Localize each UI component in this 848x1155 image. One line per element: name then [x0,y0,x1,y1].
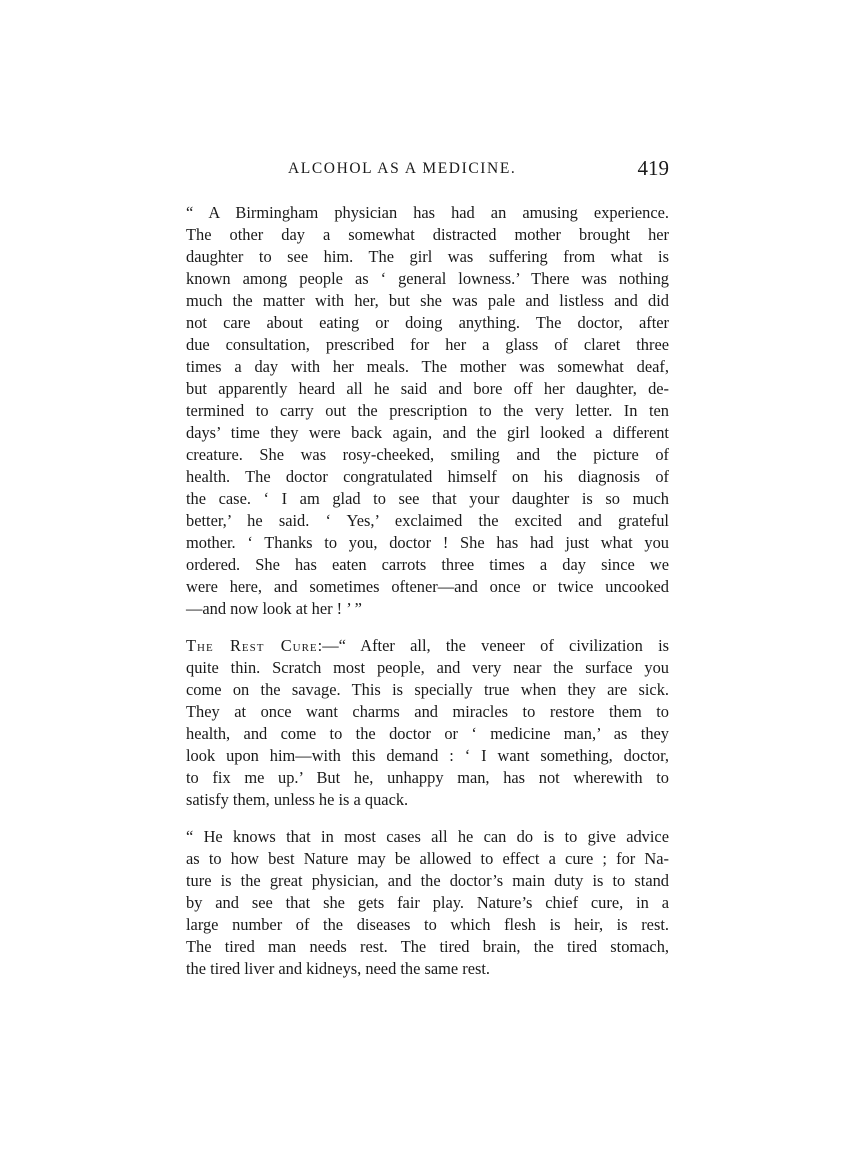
text-line: better,’ he said. ‘ Yes,’ exclaimed the excited and grateful [186,511,669,530]
text-line: satisfy them, unless he is a quack. [186,790,409,809]
text-line: large number of the diseases to which flesh is heir, is rest. [186,915,669,934]
text-line: but apparently heard all he said and bore off her daughter, de- [186,379,669,398]
text-line: the tired liver and kidneys, need the same rest. [186,959,491,978]
text-line: were here, and sometimes oftener—and once or twice uncooked [186,577,669,596]
text-line: quite thin. Scratch most people, and very near the surface you [186,658,669,677]
text-line: not care about eating or doing anything. The doctor, after [186,313,669,332]
text-line: “ He knows that in most cases all he can do is to give advice [186,827,669,846]
text-line-with-heading [172,635,669,657]
text-line: much the matter with her, but she was pale and listless and did [186,291,669,310]
text-line: known among people as ‘ general lowness.’ There was nothing [186,269,669,288]
section-heading: The Rest Cure [186,636,318,655]
text-line: the case. ‘ I am glad to see that your daughter is so much [186,489,669,508]
page-number: 419 [637,156,669,180]
text-line: health. The doctor congratulated himself on his diagnosis of [186,467,669,486]
text-line: daughter to see him. The girl was suffering from what is [186,247,669,266]
text-line: to fix me up.’ But he, unhappy man, has not wherewith to [186,768,669,787]
paragraph-rest-cure [172,635,669,811]
text-line: :—“ After all, the veneer of civilization is [317,636,669,655]
text-line: —and now look at her ! ’ ” [186,599,362,618]
text-line: The tired man needs rest. The tired brain, the tired stomach, [186,937,669,956]
text-line: come on the savage. This is specially true when they are sick. [186,680,669,699]
text-line: health, and come to the doctor or ‘ medicine man,’ as they [186,724,669,743]
text-line: look upon him—with this demand : ‘ I want something, doctor, [186,746,669,765]
text-line: They at once want charms and miracles to restore them to [186,702,669,721]
paragraph-birmingham-physician [172,202,669,620]
text-line: mother. ‘ Thanks to you, doctor ! She has had just what you [186,533,669,552]
text-line: creature. She was rosy-cheeked, smiling and the picture of [186,445,669,464]
book-page [172,156,669,980]
text-line: ture is the great physician, and the doctor’s main duty is to stand [186,871,669,890]
running-head [172,156,669,186]
text-line: “ A Birmingham physician has had an amusing experience. [186,203,669,222]
text-line: ordered. She has eaten carrots three times a day since we [186,555,669,574]
paragraph-nature-cure [172,826,669,980]
text-line: times a day with her meals. The mother was somewhat deaf, [186,357,669,376]
text-line: termined to carry out the prescription to the very letter. In ten [186,401,669,420]
running-title: ALCOHOL AS A MEDICINE. [288,160,517,177]
text-line: The other day a somewhat distracted mother brought her [186,225,669,244]
text-line: due consultation, prescribed for her a glass of claret three [186,335,669,354]
text-line: days’ time they were back again, and the girl looked a different [186,423,669,442]
text-line: by and see that she gets fair play. Nature’s chief cure, in a [186,893,669,912]
text-line: as to how best Nature may be allowed to effect a cure ; for Na- [186,849,669,868]
